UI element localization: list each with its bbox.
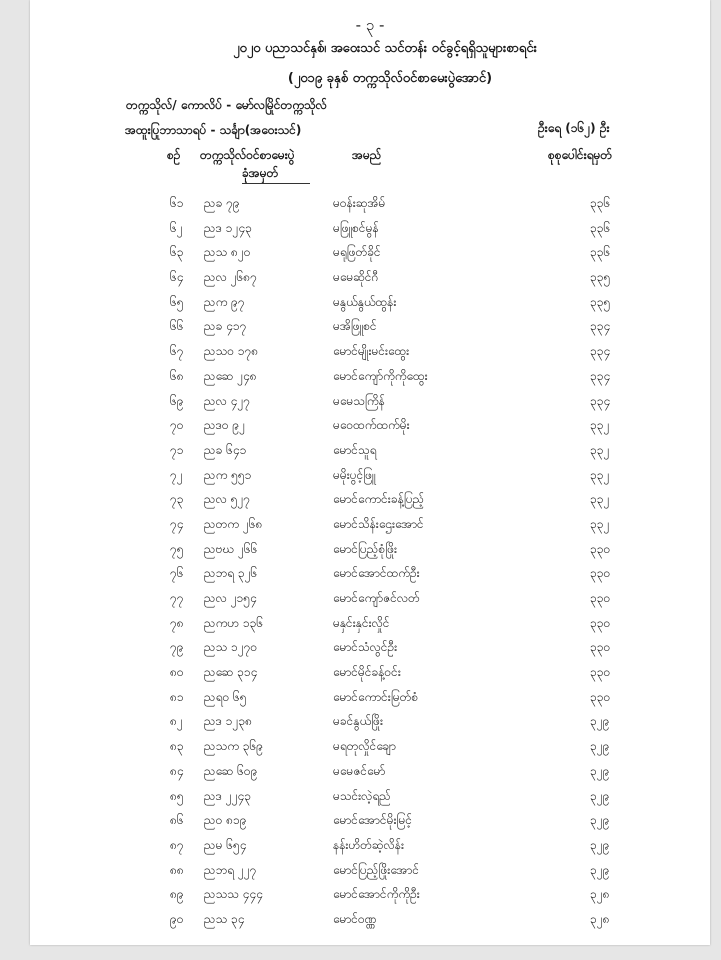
row-name: မောင်မျိုးမင်းထွေး (333, 344, 410, 359)
row-number: ၆၃ (170, 245, 184, 260)
table-row (30, 240, 710, 265)
row-number: ၈၄ (170, 763, 184, 778)
row-score: ၃၃၆ (590, 220, 611, 235)
table-row (30, 784, 710, 809)
row-score: ၃၂၉ (590, 862, 610, 877)
table-row (30, 833, 710, 858)
row-score: ၃၃၀ (590, 640, 611, 655)
row-name: မရုဖြတ်ခိုင် (333, 245, 381, 260)
row-number: ၈၁ (170, 689, 184, 704)
row-number: ၇၁ (170, 442, 184, 457)
row-reg-number: ညဒ ၁၂၄၃ (204, 220, 252, 235)
document-subtitle: (၂၀၁၉ ခုနှစ် တက္ကသိုလ်ဝင်စာမေးပွဲအောင်) (287, 71, 493, 86)
row-score: ၃၃၆ (590, 245, 611, 260)
row-reg-number: ညဒ၀ ၉၂ (204, 418, 246, 433)
row-number: ၈၇ (170, 837, 184, 852)
table-row (30, 537, 710, 562)
row-number: ၇၅ (170, 541, 184, 556)
row-number: ၆၈ (170, 368, 184, 383)
row-score: ၃၂၉ (590, 788, 610, 803)
row-name: မောင်အောင်ထက်ဦး (333, 566, 420, 581)
row-score: ၃၃၄ (590, 393, 611, 408)
row-score: ၃၂၉ (590, 837, 610, 852)
row-name: မောင်အောင်ကိုကိုဦး (333, 887, 420, 902)
row-number: ၈၀ (170, 665, 184, 680)
row-reg-number: ညက ၅၅၁ (204, 467, 252, 482)
row-score: ၃၃၆ (590, 196, 611, 210)
row-score: ၃၃၄ (590, 344, 611, 359)
table-row (30, 413, 710, 438)
row-reg-number: ညလ ၄၂၇ (204, 393, 251, 408)
row-number: ၇၂ (170, 467, 183, 482)
row-reg-number: ညသ ၃၄ (204, 911, 245, 926)
table-row (30, 586, 710, 611)
row-reg-number: ညသ ၈၂၀ (204, 245, 251, 260)
row-score: ၃၃၄ (590, 368, 611, 383)
table-row (30, 734, 710, 759)
row-name: မနှင်းနှင်းလှိုင် (333, 615, 390, 630)
row-reg-number: ညခ ၆၄၁ (204, 442, 247, 457)
row-name: မမေဆိုင်ဂီ (333, 270, 379, 285)
row-name: နန်းဟိတ်ဆဲ့လိန်း (333, 837, 405, 852)
row-reg-number: ညကဟ ၁၃၆ (204, 615, 264, 630)
row-number: ၈၂ (170, 714, 183, 729)
row-name: မောင်သူရ (333, 442, 377, 457)
row-score: ၃၃၀ (590, 615, 611, 630)
student-list (30, 191, 710, 932)
document-page (30, 0, 710, 945)
row-reg-number: ညသသ ၄၄၄ (204, 887, 263, 902)
row-score: ၃၃၀ (590, 566, 611, 581)
total-count: ဦးရေ (၁၆၂) ဦး (538, 121, 610, 135)
row-name: မောင်ပြည့်စုံဖြိုး (333, 541, 398, 556)
row-name: မောင်ဝဏ္ဏ (333, 911, 377, 926)
row-score: ၃၃၂ (590, 418, 610, 433)
row-number: ၈၈ (170, 862, 184, 877)
table-row (30, 290, 710, 315)
row-reg-number: ညလ ၅၂၇ (204, 492, 251, 507)
row-reg-number: ညဝ ၈၁၉ (204, 813, 247, 828)
table-row (30, 635, 710, 660)
row-reg-number: ညဒ ၂၂၄၃ (204, 788, 251, 803)
row-number: ၆၅ (170, 294, 184, 309)
page-number: - ၃ - (355, 16, 385, 34)
row-number: ၆၂ (170, 220, 183, 235)
row-score: ၃၃၄ (590, 319, 611, 334)
table-row (30, 314, 710, 339)
row-number: ၇၄ (170, 516, 184, 531)
row-name: မောင်သံလွင်ဦး (333, 640, 398, 655)
row-name: မောင်အောင်မိုးမြင့် (333, 813, 413, 828)
table-row (30, 364, 710, 389)
row-reg-number: ညဆေ ၂၄၈ (204, 368, 257, 383)
row-number: ၇၈ (170, 615, 184, 630)
column-header-reg: တက္ကသိုလ်ဝင်စာမေးပွဲ (200, 148, 295, 162)
row-name: မရတုလှိုင်ချော (333, 739, 396, 754)
row-name: မဖြူစင်မွန် (333, 220, 379, 235)
row-score: ၃၃၂ (590, 467, 610, 482)
row-number: ၉၀ (170, 911, 184, 926)
row-score: ၃၂၈ (590, 887, 610, 902)
row-number: ၆၆ (170, 319, 184, 334)
row-name: မအိဖြူစင် (333, 319, 377, 334)
row-score: ၃၃၂ (590, 442, 610, 457)
row-name: မဝေထက်ထက်မိုး (333, 418, 410, 433)
row-name: မောင်သိန်းဌေးအောင် (333, 516, 424, 531)
row-number: ၇၃ (170, 492, 184, 507)
row-number: ၈၃ (170, 739, 184, 754)
table-row (30, 907, 710, 932)
row-reg-number: ညသ ၁၂၇၀ (204, 640, 258, 655)
row-score: ၃၃၂ (590, 516, 610, 531)
row-name: မဝန်းဆုအိမ် (333, 196, 386, 210)
row-reg-number: ညတက ၂၆၈ (204, 516, 263, 531)
table-row (30, 512, 710, 537)
row-name: မောင်ကျော်ဇင်လတ် (333, 591, 420, 605)
row-number: ၇၆ (170, 566, 184, 581)
row-name: မောင်ကောင်းခန့်ပြည့် (333, 492, 425, 507)
row-score: ၃၃၅ (590, 294, 611, 309)
row-reg-number: ညဆေ ၆၀၉ (204, 763, 258, 778)
row-score: ၃၃၅ (590, 270, 611, 285)
row-name: မောင်မိုင်ခန့်ဝင်း (333, 665, 401, 680)
row-name: မောင်ကောင်းမြတ်စံ (333, 689, 419, 704)
table-row (30, 858, 710, 883)
row-number: ၆၇ (170, 344, 184, 359)
column-header-name: အမည် (352, 148, 382, 162)
table-row (30, 463, 710, 488)
row-reg-number: ညသ၀ ၁၇၈ (204, 344, 259, 359)
row-reg-number: ညခ ၄၁၇ (204, 319, 247, 334)
column-header-no: စဉ် (167, 148, 181, 162)
table-row (30, 438, 710, 463)
row-number: ၆၁ (170, 196, 184, 210)
row-score: ၃၂၉ (590, 763, 610, 778)
row-reg-number: ညဒ ၁၂၃၈ (204, 714, 252, 729)
row-score: ၃၂၉ (590, 813, 610, 828)
row-reg-number: ညဘရ ၂၂၇ (204, 862, 257, 877)
row-reg-number: ညလ ၂၆၈၇ (204, 270, 257, 285)
row-reg-number: ညဆေ ၃၁၄ (204, 665, 258, 680)
table-row (30, 660, 710, 685)
row-reg-number: ညမ ၆၅၄ (204, 837, 247, 852)
row-reg-number: ညဗဃ ၂၆၆ (204, 541, 258, 556)
row-number: ၆၉ (170, 393, 184, 408)
table-row (30, 808, 710, 833)
row-name: မသင်းလဲ့ရည် (333, 788, 391, 803)
table-row (30, 487, 710, 512)
row-name: မမိုးပွင့်ဖြူ (333, 467, 376, 482)
row-number: ၈၆ (170, 813, 184, 828)
university-line: တက္ကသိုလ်/ ကောလိပ် - မော်လမြိုင်တက္ကသိုလ် (126, 98, 327, 112)
row-reg-number: ညဘရ ၃၂၆ (204, 566, 258, 581)
row-score: ၃၃၀ (590, 541, 611, 556)
row-number: ၈၅ (170, 788, 184, 803)
row-number: ၈၉ (170, 887, 184, 902)
row-reg-number: ညခ ၇၉ (204, 196, 240, 210)
table-row (30, 389, 710, 414)
row-score: ၃၃၂ (590, 492, 610, 507)
table-row (30, 709, 710, 734)
row-reg-number: ညသက ၃၆၉ (204, 739, 264, 754)
row-name: မနွယ်နွယ်ထွန်း (333, 294, 397, 309)
row-score: ၃၂၉ (590, 739, 610, 754)
row-number: ၇၀ (170, 418, 184, 433)
row-score: ၃၂၉ (590, 714, 610, 729)
subject-line: အထူးပြုဘာသာရပ် - သင်္ချာ(အဝေးသင်) (125, 123, 302, 137)
row-reg-number: ညက ၉၇ (204, 294, 245, 309)
row-score: ၃၂၈ (590, 911, 610, 926)
row-name: မောင်ကျော်ကိုကိုထွေး (333, 368, 428, 383)
column-header-score: စုစုပေါင်းရမှတ် (548, 148, 613, 162)
table-row (30, 265, 710, 290)
table-row (30, 561, 710, 586)
row-number: ၇၇ (170, 591, 184, 605)
row-name: မမေသကြိန် (333, 393, 385, 408)
row-score: ၃၃၀ (590, 591, 611, 605)
table-row (30, 759, 710, 784)
table-row (30, 685, 710, 710)
row-number: ၆၄ (170, 270, 184, 285)
table-row (30, 216, 710, 241)
column-header-reg-sub: ခုံအမှတ် (242, 166, 279, 180)
row-number: ၇၉ (170, 640, 184, 655)
row-name: မောင်ပြည့်ဖြိုးအောင် (333, 862, 419, 877)
row-name: မမေဇင်မော် (333, 763, 386, 778)
table-row (30, 611, 710, 636)
row-reg-number: ညလ ၂၁၅၄ (204, 591, 257, 605)
row-reg-number: ညရ၀ ၆၅ (204, 689, 247, 704)
table-row (30, 191, 710, 216)
row-score: ၃၃၀ (590, 689, 611, 704)
row-name: မခင်နွယ်ဖြိုး (333, 714, 384, 729)
row-score: ၃၃၀ (590, 665, 611, 680)
table-row (30, 339, 710, 364)
table-row (30, 882, 710, 907)
header-underline (242, 183, 310, 184)
document-title: ၂၀၂၀ ပညာသင်နှစ်၊ အဝေးသင် သင်တန်း ဝင်ခွင့်ရရှိသူများစာရင်း (233, 41, 537, 56)
